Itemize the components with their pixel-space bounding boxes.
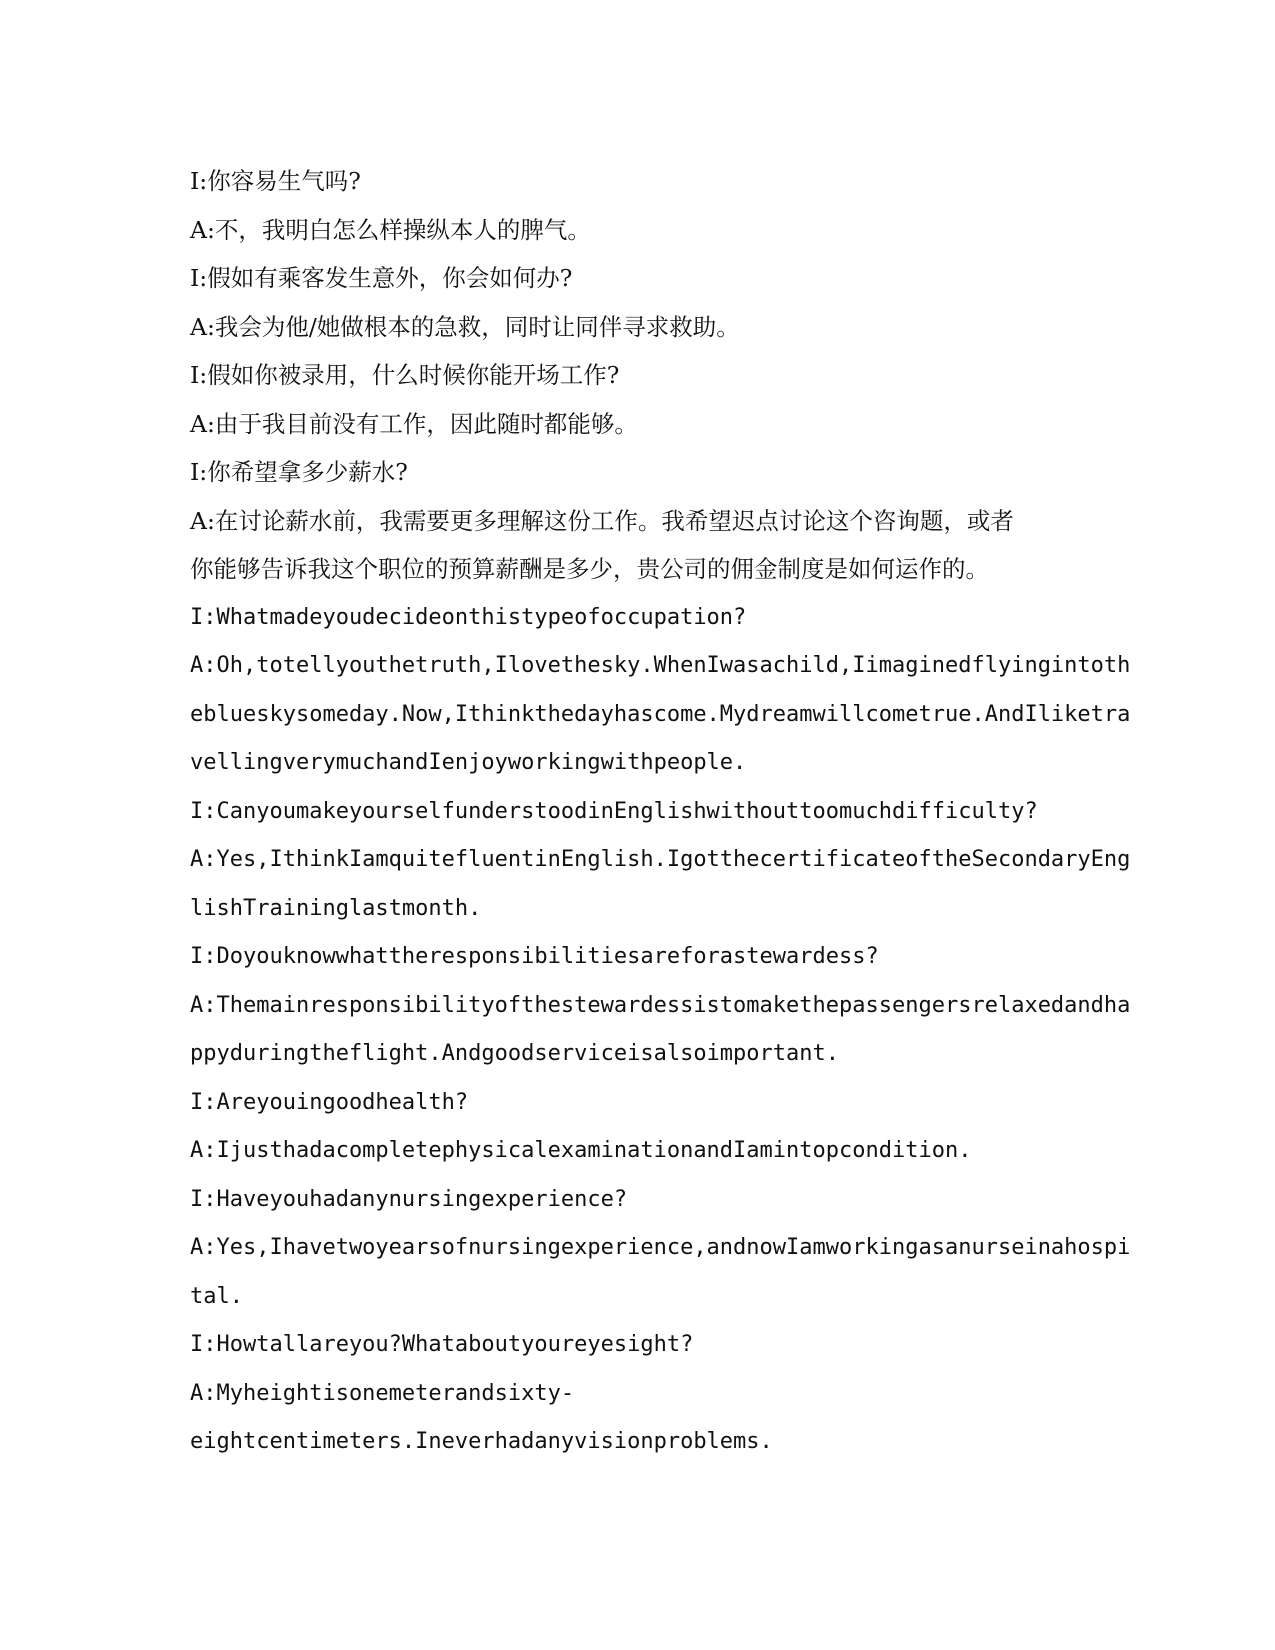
text-line: I:你希望拿多少薪水? xyxy=(190,458,408,486)
text-line: A:Yes,IthinkIamquitefluentinEnglish.IgotthecertificateoftheSecondaryEng xyxy=(190,847,1131,872)
text-line: A:Yes,Ihavetwoyearsofnursingexperience,andnowIamworkingasanurseinahospi xyxy=(190,1235,1131,1260)
text-line: A:Oh,totellyouthetruth,Ilovethesky.WhenIwasachild,Iimaginedflyingintoth xyxy=(190,653,1131,678)
text-line: I:你容易生气吗? xyxy=(190,167,361,195)
text-line: I:假如有乘客发生意外，你会如何办? xyxy=(190,264,573,292)
text-line: I:CanyoumakeyourselfunderstoodinEnglishwithouttoomuchdifficulty? xyxy=(190,798,1038,824)
text-line: A:不，我明白怎么样操纵本人的脾气。 xyxy=(190,215,591,244)
text-line: 你能够告诉我这个职位的预算薪酬是多少，贵公司的佣金制度是如何运作的。 xyxy=(190,555,989,583)
text-line: eightcentimeters.Ineverhadanyvisionproblems. xyxy=(190,1429,773,1454)
text-line: A:在讨论薪水前，我需要更多理解这份工作。我希望迟点讨论这个咨询题，或者 xyxy=(190,506,1014,535)
text-line: lishTraininglastmonth. xyxy=(190,895,482,921)
text-line: A:由于我目前没有工作，因此随时都能够。 xyxy=(190,409,638,438)
text-line: I:Haveyouhadanynursingexperience? xyxy=(190,1186,628,1212)
text-line: I:Doyouknowwhattheresponsibilitiesareforastewardess? xyxy=(190,944,879,969)
text-line: A:Myheightisonemeterandsixty- xyxy=(190,1380,575,1406)
text-line: I:Howtallareyou?Whataboutyoureyesight? xyxy=(190,1332,694,1357)
document-body xyxy=(190,157,1131,1467)
text-line: vellingverymuchandIenjoyworkingwithpeople. xyxy=(190,750,747,775)
text-line: tal. xyxy=(190,1283,243,1309)
text-line: I:Areyouingoodhealth? xyxy=(190,1089,469,1115)
text-line: I:假如你被录用，什么时候你能开场工作? xyxy=(190,361,620,389)
text-line: eblueskysomeday.Now,Ithinkthedayhascome.Mydreamwillcometrue.AndIliketra xyxy=(190,701,1131,727)
text-line: ppyduringtheflight.Andgoodserviceisalsoimportant. xyxy=(190,1041,840,1066)
text-line: I:Whatmadeyoudecideonthistypeofoccupation? xyxy=(190,604,747,630)
text-line: A:IjusthadacompletephysicalexaminationandIamintopcondition. xyxy=(190,1138,972,1163)
text-line: A:Themainresponsibilityofthestewardessistomakethepassengersrelaxedandha xyxy=(190,992,1131,1018)
text-line: A:我会为他/她做根本的急救，同时让同伴寻求救助。 xyxy=(190,312,740,341)
